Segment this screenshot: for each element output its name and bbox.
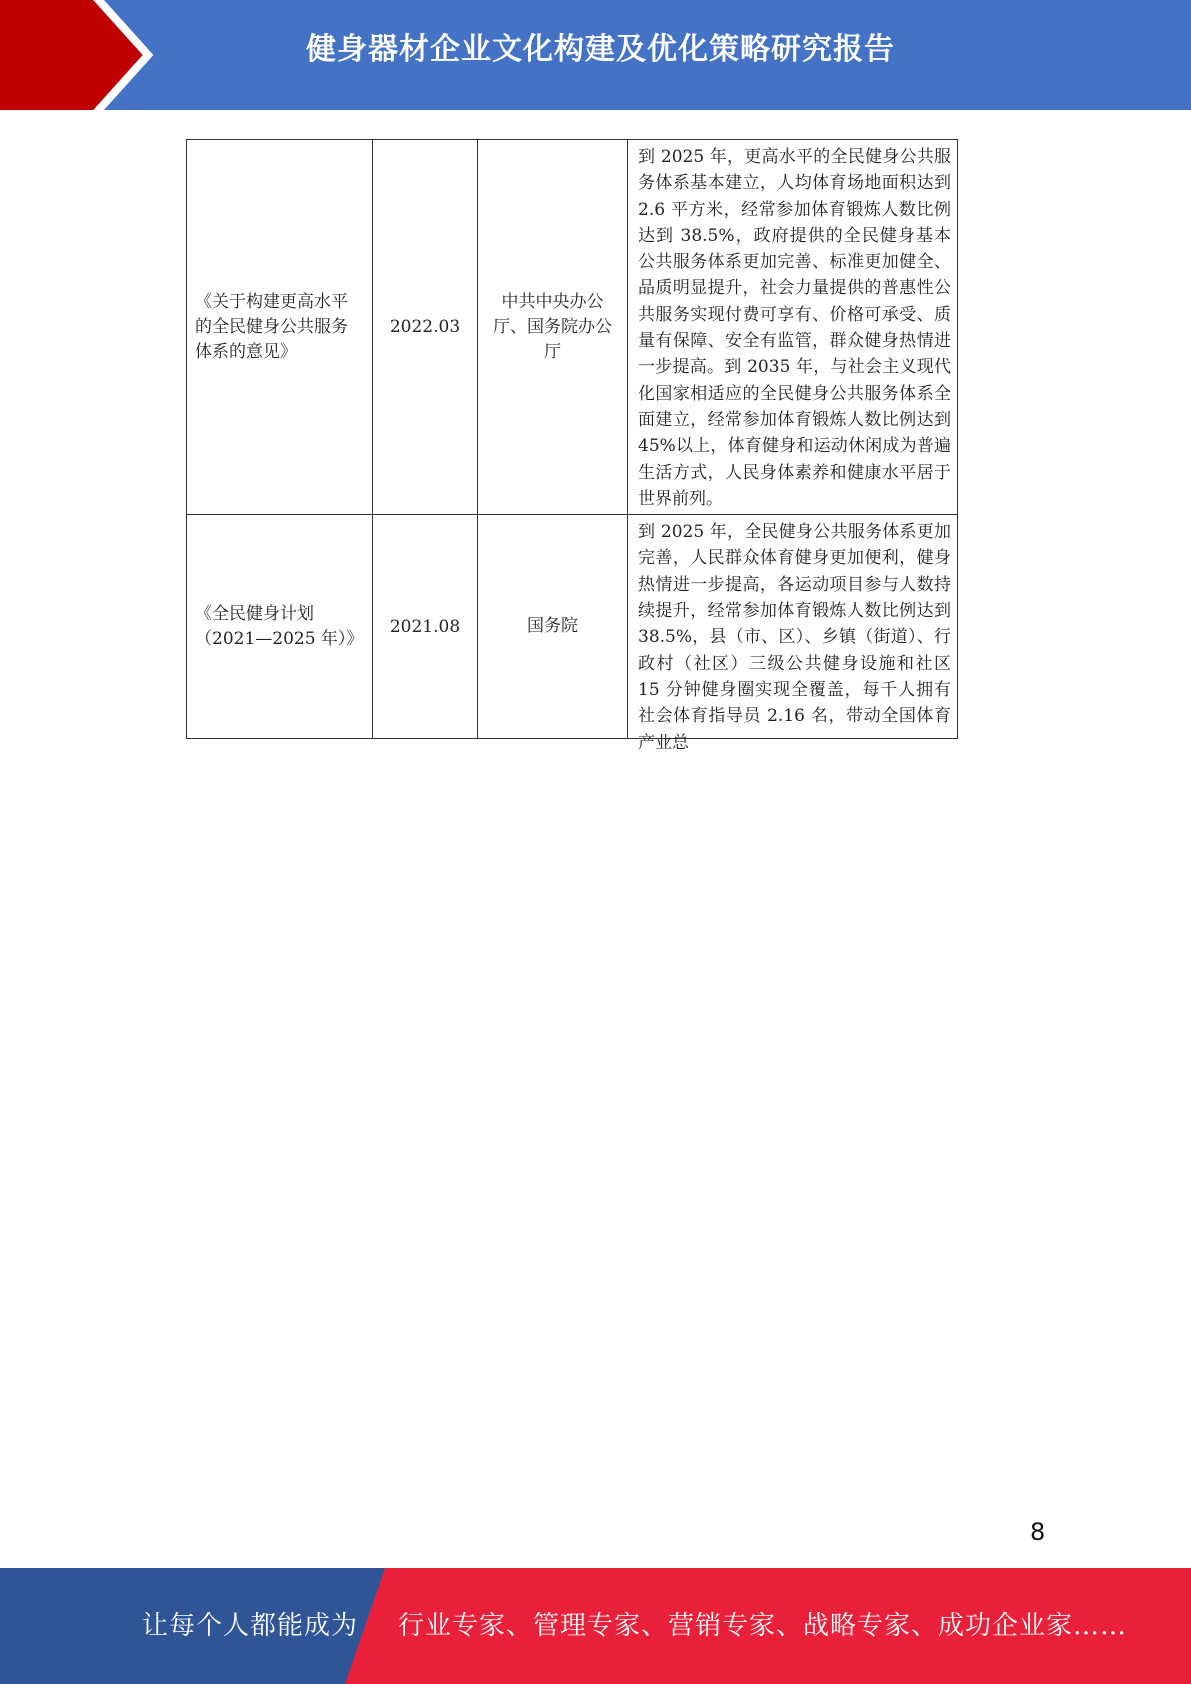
policy-description-cell [628, 515, 958, 753]
header-banner [0, 0, 1191, 110]
table-row [187, 515, 958, 739]
header-red-chevron [0, 0, 150, 110]
policy-name-cell: 《全民健身计划（2021—2025 年）》 [187, 515, 373, 739]
footer-slogan-right: 行业专家、管理专家、营销专家、战略专家、成功企业家…… [398, 1611, 1128, 1641]
policy-issuer-cell: 中共中央办公厅、国务院办公厅 [478, 140, 628, 515]
policy-description-text: 到 2025 年，全民健身公共服务体系更加完善，人民群众体育健身更加便利，健身热情进一步提高，各运动项目参与人数持续提升，经常参加体育锻炼人数比例达到 38.5%，县（市、区）、乡镇（街道）、行政村（社区）三级公共健身设施和社区 15 分钟健身圈实现全覆盖，每千人拥有社会体育指导员 2.16 名，带动全国体育产业总 [638, 522, 951, 753]
policy-description-cell [628, 140, 958, 515]
footer-slogan-left: 让每个人都能成为 [142, 1611, 359, 1641]
footer-banner [0, 1568, 1191, 1684]
policy-issuer-cell: 国务院 [478, 515, 628, 739]
policy-name-cell: 《关于构建更高水平的全民健身公共服务体系的意见》 [187, 140, 373, 515]
table-row [187, 140, 958, 515]
document-title: 健身器材企业文化构建及优化策略研究报告 [306, 32, 895, 67]
policy-description-text: 到 2025 年，更高水平的全民健身公共服务体系基本建立，人均体育场地面积达到 2.6 平方米，经常参加体育锻炼人数比例达到 38.5%，政府提供的全民健身基本公共服务体系更加完善、标准更加健全、品质明显提升，社会力量提供的普惠性公共服务实现付费可享有、价格可承受、质量有保障、安全有监管，群众健身热情进一步提高。到 2035 年，与社会主义现代化国家相适应的全民健身公共服务体系全面建立，经常参加体育锻炼人数比例达到 45%以上，体育健身和运动休闲成为普遍生活方式，人民身体素养和健康水平居于世界前列。 [638, 147, 951, 509]
policy-date-cell: 2021.08 [373, 515, 478, 739]
policy-table [186, 139, 958, 753]
policy-date-cell: 2022.03 [373, 140, 478, 515]
page-number: 8 [1030, 1518, 1046, 1546]
